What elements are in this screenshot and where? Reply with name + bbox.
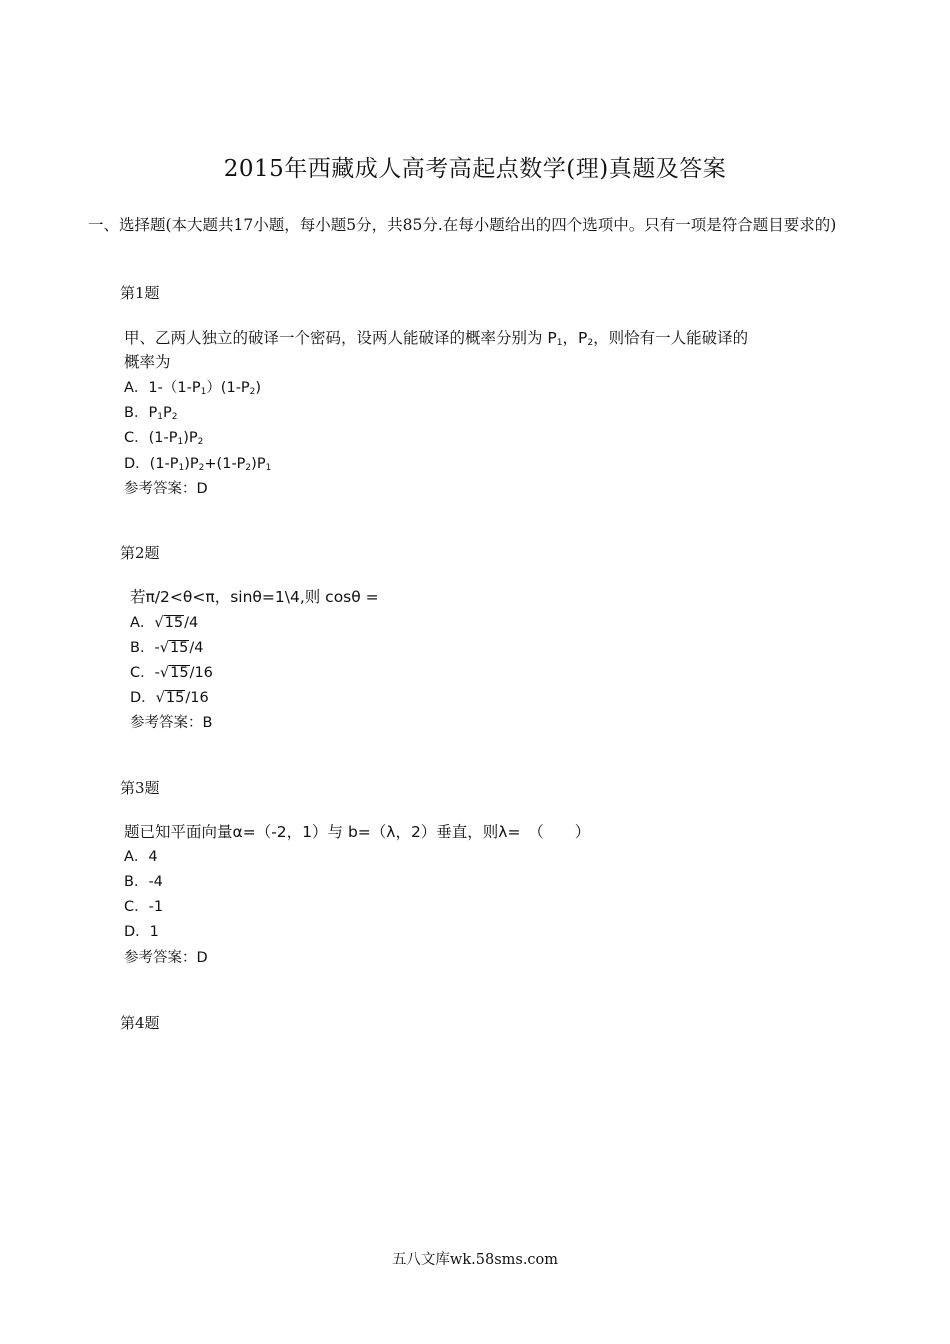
question-2-heading: 第2题 <box>120 544 160 562</box>
sqrt-icon: √ <box>159 640 169 656</box>
question-3-option-b: B．-4 <box>124 874 163 890</box>
sqrt-icon: √ <box>159 665 170 681</box>
question-2-option-c: C．-√15/16 <box>130 665 213 681</box>
question-2-answer: 参考答案：B <box>130 715 213 731</box>
question-1-option-b: B．$P_1P_2$ <box>124 405 178 422</box>
question-3-option-a: A．4 <box>124 849 158 865</box>
section-intro: 一、选择题(本大题共17小题，每小题5分，共85分.在每小题给出的四个选项中。只有一项是符合题目要求的) <box>88 216 837 234</box>
question-2-option-b: B．-√15/4 <box>130 640 204 656</box>
question-2-stem: 若π/2<θ<π，sinθ=1\4,则 cosθ = <box>130 588 379 606</box>
question-3-answer: 参考答案：D <box>124 950 208 966</box>
question-3-heading: 第3题 <box>120 779 160 797</box>
question-3-option-d: D．1 <box>124 924 159 940</box>
question-3-option-c: C．-1 <box>124 899 164 915</box>
question-2-option-d: D．√15/16 <box>130 690 209 706</box>
question-4-heading: 第4题 <box>120 1014 160 1032</box>
question-1-option-d: D．$(1-P_1)P_2+(1-P_2)P_1$ <box>124 456 272 473</box>
question-1-heading: 第1题 <box>120 284 160 302</box>
page-title: 2015年西藏成人高考高起点数学(理)真题及答案 <box>223 156 727 182</box>
question-1-stem-line-1: 甲、乙两人独立的破译一个密码，设两人能破译的概率分别为 $P_1$，$P_2$，则恰有一人能破译的 <box>124 329 749 348</box>
question-1-answer: 参考答案：D <box>124 481 208 497</box>
question-1-option-a: A．$1-(1-P_1)(1-P_2)$ <box>124 380 262 397</box>
sqrt-icon: √ <box>154 615 164 631</box>
question-1-stem-line-2: 概率为 <box>124 353 171 371</box>
sqrt-icon: √ <box>155 690 165 706</box>
question-3-stem: 题已知平面向量α=（-2，1）与 b=（λ，2）垂直，则λ= （ ） <box>124 823 591 841</box>
question-1-option-c: C．$(1-P_1)P_2$ <box>124 430 204 447</box>
page-footer: 五八文库wk.58sms.com <box>391 1252 559 1268</box>
question-2-option-a: A．√15/4 <box>130 615 199 631</box>
